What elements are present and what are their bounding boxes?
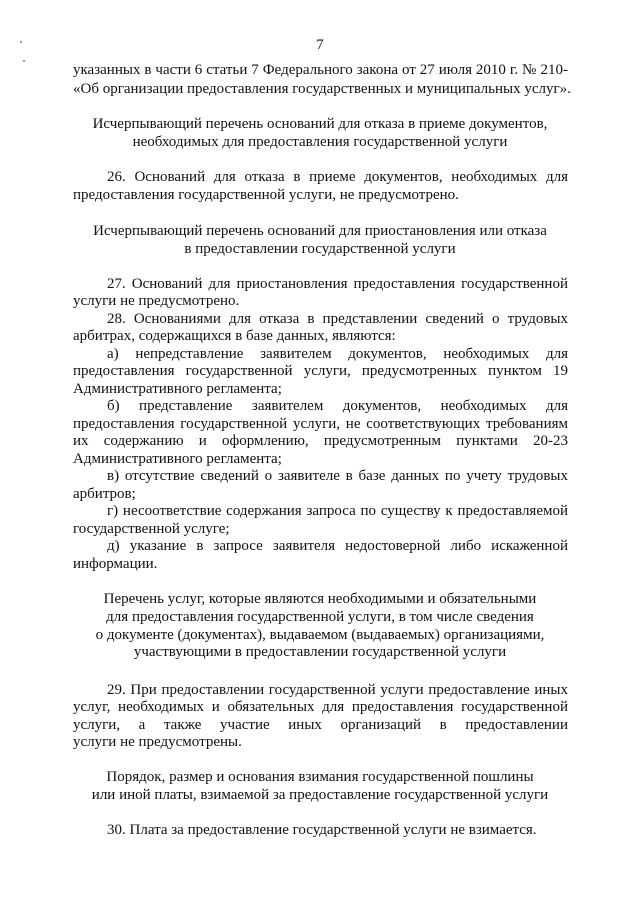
paragraph-line: 30. Плата за предоставление государственной услуги не взимается. (107, 822, 537, 838)
paragraph-line: Административного регламента; (73, 451, 282, 467)
paragraph-line: 28. Основаниями для отказа в представлении сведений о трудовых (107, 311, 568, 327)
section-heading: участвующими в предоставлении государственной услуги (133, 644, 507, 660)
paragraph-line: 26. Оснований для отказа в приеме документов, необходимых для (107, 169, 568, 185)
paragraph-line: арбитрах, содержащихся в базе данных, являются: (73, 328, 396, 344)
section-heading: Исчерпывающий перечень оснований для приостановления или отказа (93, 223, 547, 239)
paragraph-line: указанных в части 6 статьи 7 Федерального закона от 27 июля 2010 г. № 210- (73, 62, 568, 78)
paragraph-line: в) отсутствие сведений о заявителе в базе данных по учету трудовых (107, 468, 568, 484)
section-heading: о документе (документах), выдаваемом (выдаваемых) организациями, (95, 627, 545, 643)
scan-speck (23, 60, 25, 62)
paragraph-line: 27. Оснований для приостановления предоставления государственной (107, 276, 568, 292)
paragraph-line: а) непредставление заявителем документов, необходимых для (107, 346, 568, 362)
section-heading: Перечень услуг, которые являются необходимыми и обязательными (103, 591, 537, 607)
paragraph-line: услуг, необходимых и обязательных для предоставления государственной (73, 699, 568, 715)
section-heading: или иной платы, взимаемой за предоставление государственной услуги (91, 787, 549, 803)
paragraph-line: услуги не предусмотрено. (73, 293, 240, 309)
paragraph-line: д) указание в запросе заявителя недостоверной либо искаженной (107, 538, 568, 554)
section-heading: Порядок, размер и основания взимания государственной пошлины (106, 769, 534, 785)
paragraph-line: «Об организации предоставления государственных и муниципальных услуг». (73, 81, 571, 97)
paragraph-line: арбитров; (73, 486, 136, 502)
paragraph-line: государственной услуге; (73, 521, 230, 537)
page-number: 7 (316, 37, 324, 53)
paragraph-line: 29. При предоставлении государственной услуги предоставление иных (107, 682, 568, 698)
paragraph-line: б) представление заявителем документов, необходимых для (107, 398, 568, 414)
paragraph-line: их содержанию и оформлению, предусмотренным пунктами 20-23 (73, 433, 568, 449)
paragraph-line: Административного регламента; (73, 381, 282, 397)
paragraph-line: предоставления государственной услуги, не соответствующих требованиям (73, 416, 568, 432)
paragraph-line: услуги, а также участие иных организаций в предоставлении (73, 717, 568, 733)
paragraph-line: услуги не предусмотрены. (73, 734, 242, 750)
paragraph-line: информации. (73, 556, 158, 572)
section-heading: для предоставления государственной услуги, в том числе сведения (106, 609, 534, 625)
section-heading: в предоставлении государственной услуги (184, 241, 456, 257)
paragraph-line: г) несоответствие содержания запроса по существу к предоставляемой (107, 503, 568, 519)
paragraph-line: предоставления государственной услуги, предусмотренных пунктом 19 (73, 363, 568, 379)
section-heading: необходимых для предоставления государственной услуги (132, 134, 508, 150)
paragraph-line: предоставления государственной услуги, не предусмотрено. (73, 187, 459, 203)
section-heading: Исчерпывающий перечень оснований для отказа в приеме документов, (92, 116, 548, 132)
